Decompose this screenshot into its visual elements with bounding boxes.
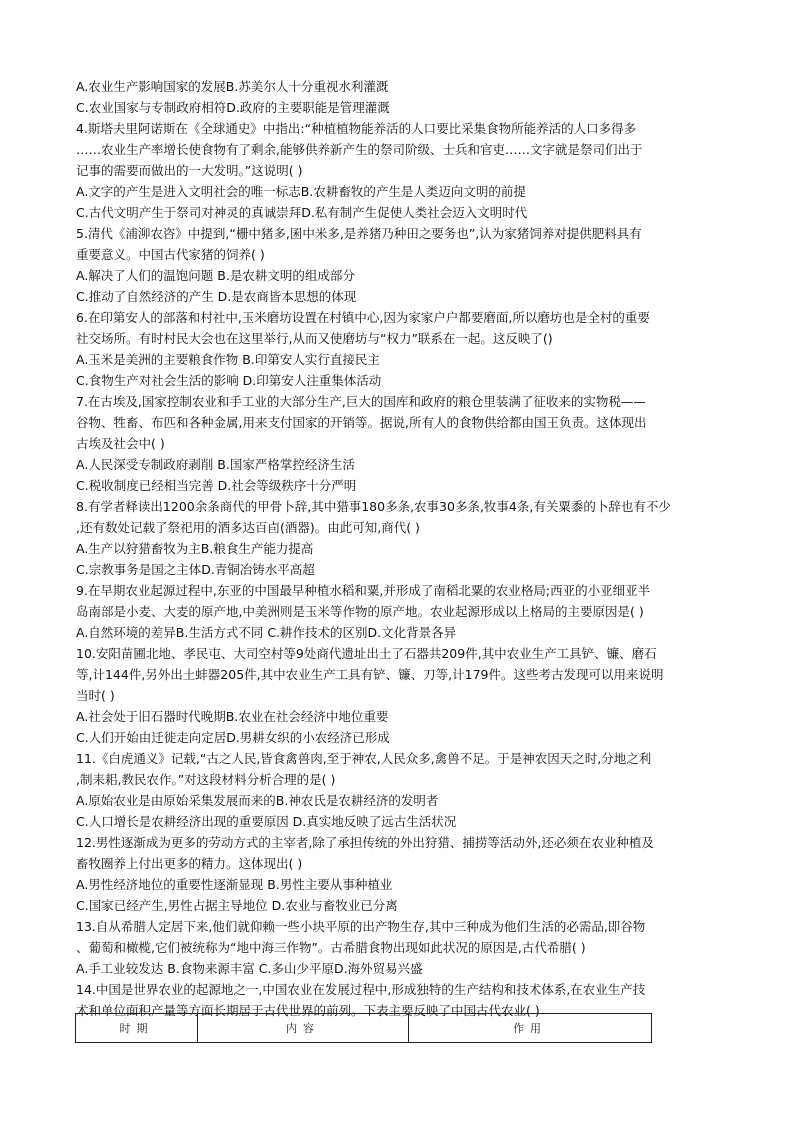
text-line: C.税收制度已经相当完善 D.社会等级秩序十分严明 [76, 478, 357, 493]
text-line: 10.安阳苗圃北地、孝民屯、大司空村等9处商代遗址出土了石器共209件,其中农业生产工具铲、镰、磨石 [76, 646, 657, 661]
text-line: 5.清代《浦泖农咨》中提到,“栅中猪多,囷中米多,是养猪乃种田之要务也”,认为家猪饲养对提供肥料具有 [76, 226, 642, 241]
text-line: A.解决了人们的温饱问题 B.是农耕文明的组成部分 [76, 268, 355, 283]
agriculture-table [75, 1013, 652, 1043]
text-line: A.文字的产生是进入文明社会的唯一标志B.农耕畜牧的产生是人类迈向文明的前提 [76, 184, 526, 199]
text-line: C.人们开始由迁徙走向定居D.男耕女织的小农经济已形成 [76, 730, 390, 745]
table-header-effect: 作用 [409, 1014, 652, 1043]
text-line: A.男性经济地位的重要性逐渐显现 B.男性主要从事种植业 [76, 877, 393, 892]
text-line: ……农业生产率增长使食物有了剩余,能够供养新产生的祭司阶级、士兵和官吏……文字就是祭司们出于 [76, 142, 643, 157]
table-header-content: 内容 [198, 1014, 409, 1043]
text-line: A.生产以狩猎畜牧为主B.粮食生产能力提高 [76, 541, 314, 556]
text-line: C.国家已经产生,男性占据主导地位 D.农业与畜牧业已分离 [76, 898, 398, 913]
text-line: A.农业生产影响国家的发展B.苏美尔人十分重视水利灌溉 [76, 79, 389, 94]
text-line: 社交场所。有时村民大会也在这里举行,从而又使磨坊与“权力”联系在一起。这反映了() [76, 331, 553, 346]
text-line: 11.《白虎通义》记载,“古之人民,皆食禽兽肉,至于神农,人民众多,禽兽不足。于是神农因天之时,分地之利 [76, 751, 652, 766]
text-line: 畜牧圈养上付出更多的精力。这体现出( ) [76, 856, 303, 871]
text-line: 12.男性逐渐成为更多的劳动方式的主宰者,除了承担传统的外出狩猎、捕捞等活动外,还必须在农业种植及 [76, 835, 654, 850]
text-line: A.原始农业是由原始采集发展而来的B.神农氏是农耕经济的发明者 [76, 793, 439, 808]
text-line: 重要意义。中国古代家猪的饲养( ) [76, 247, 265, 262]
text-line: A.人民深受专制政府剥削 B.国家严格掌控经济生活 [76, 457, 355, 472]
text-line: 14.中国是世界农业的起源地之一,中国农业在发展过程中,形成独特的生产结构和技术体系,在农业生产技 [76, 982, 646, 997]
text-line: 13.自从希腊人定居下来,他们就仰赖一些小块平原的出产物生存,其中三种成为他们生活的必需品,即谷物 [76, 919, 646, 934]
text-line: C.食物生产对社会生活的影响 D.印第安人注重集体活动 [76, 373, 382, 388]
text-line: C.推动了自然经济的产生 D.是农商皆本思想的体现 [76, 289, 357, 304]
text-line: 等,计144件,另外出土蚌器205件,其中农业生产工具有铲、镰、刀等,计179件。这些考古发现可以用来说明 [76, 667, 664, 682]
text-line: 谷物、牲畜、布匹和各种金属,用来支付国家的开销等。据说,所有人的食物供给都由国王负责。这体现出 [76, 415, 647, 430]
text-line: ,制耒耜,教民农作。”对这段材料分析合理的是( ) [76, 772, 336, 787]
text-line: C.农业国家与专制政府相符D.政府的主要职能是管理灌溉 [76, 100, 390, 115]
text-line: ,还有数处记载了祭祀用的酒多达百卣(酒器)。由此可知,商代( ) [76, 520, 420, 535]
text-line: 当时( ) [76, 688, 115, 703]
text-line: A.社会处于旧石器时代晚期B.农业在社会经济中地位重要 [76, 709, 389, 724]
text-line: A.手工业较发达 B.食物来源丰富 C.多山少平原D.海外贸易兴盛 [76, 961, 423, 976]
text-line: C.古代文明产生于祭司对神灵的真诚崇拜D.私有制产生促使人类社会迈入文明时代 [76, 205, 528, 220]
text-line: A.自然环境的差异B.生活方式不同 C.耕作技术的区别D.文化背景各异 [76, 625, 457, 640]
question-text-block [76, 76, 722, 1021]
text-line: 9.在早期农业起源过程中,东亚的中国最早种植水稻和粟,并形成了南稻北粟的农业格局;西亚的小亚细亚半 [76, 583, 651, 598]
text-line: 、葡萄和橄榄,它们被统称为“地中海三作物”。古希腊食物出现如此状况的原因是,古代希腊( ) [76, 940, 586, 955]
text-line: 8.有学者释读出1200余条商代的甲骨卜辞,其中猎事180多条,农事30多条,牧事4条,有关粟黍的卜辞也有不少 [76, 499, 671, 514]
text-line: 古埃及社会中( ) [76, 436, 165, 451]
text-line: 7.在古埃及,国家控制农业和手工业的大部分生产,巨大的国库和政府的粮仓里装满了征收来的实物税—— [76, 394, 646, 409]
text-line: 4.斯塔夫里阿诺斯在《全球通史》中指出:“种植植物能养活的人口要比采集食物所能养活的人口多得多 [76, 121, 637, 136]
text-line: C.人口增长是农耕经济出现的重要原因 D.真实地反映了远古生活状况 [76, 814, 457, 829]
text-line: A.玉米是美洲的主要粮食作物 B.印第安人实行直接民主 [76, 352, 380, 367]
text-line: 术和单位面积产量等方面长期居于古代世界的前列。下表主要反映了中国古代农业( ) [76, 1003, 540, 1018]
table-header-period: 时期 [76, 1014, 198, 1043]
text-line: 6.在印第安人的部落和村社中,玉米磨坊设置在村镇中心,因为家家户户都要磨面,所以磨坊也是全村的重要 [76, 310, 650, 325]
table-header-row [76, 1014, 652, 1043]
text-line: 记事的需要而做出的一大发明。”这说明( ) [76, 163, 303, 178]
text-line: 岛南部是小麦、大麦的原产地,中美洲则是玉米等作物的原产地。农业起源形成以上格局的主要原因是( ) [76, 604, 644, 619]
text-line: C.宗教事务是国之主体D.青铜冶铸水平高超 [76, 562, 315, 577]
